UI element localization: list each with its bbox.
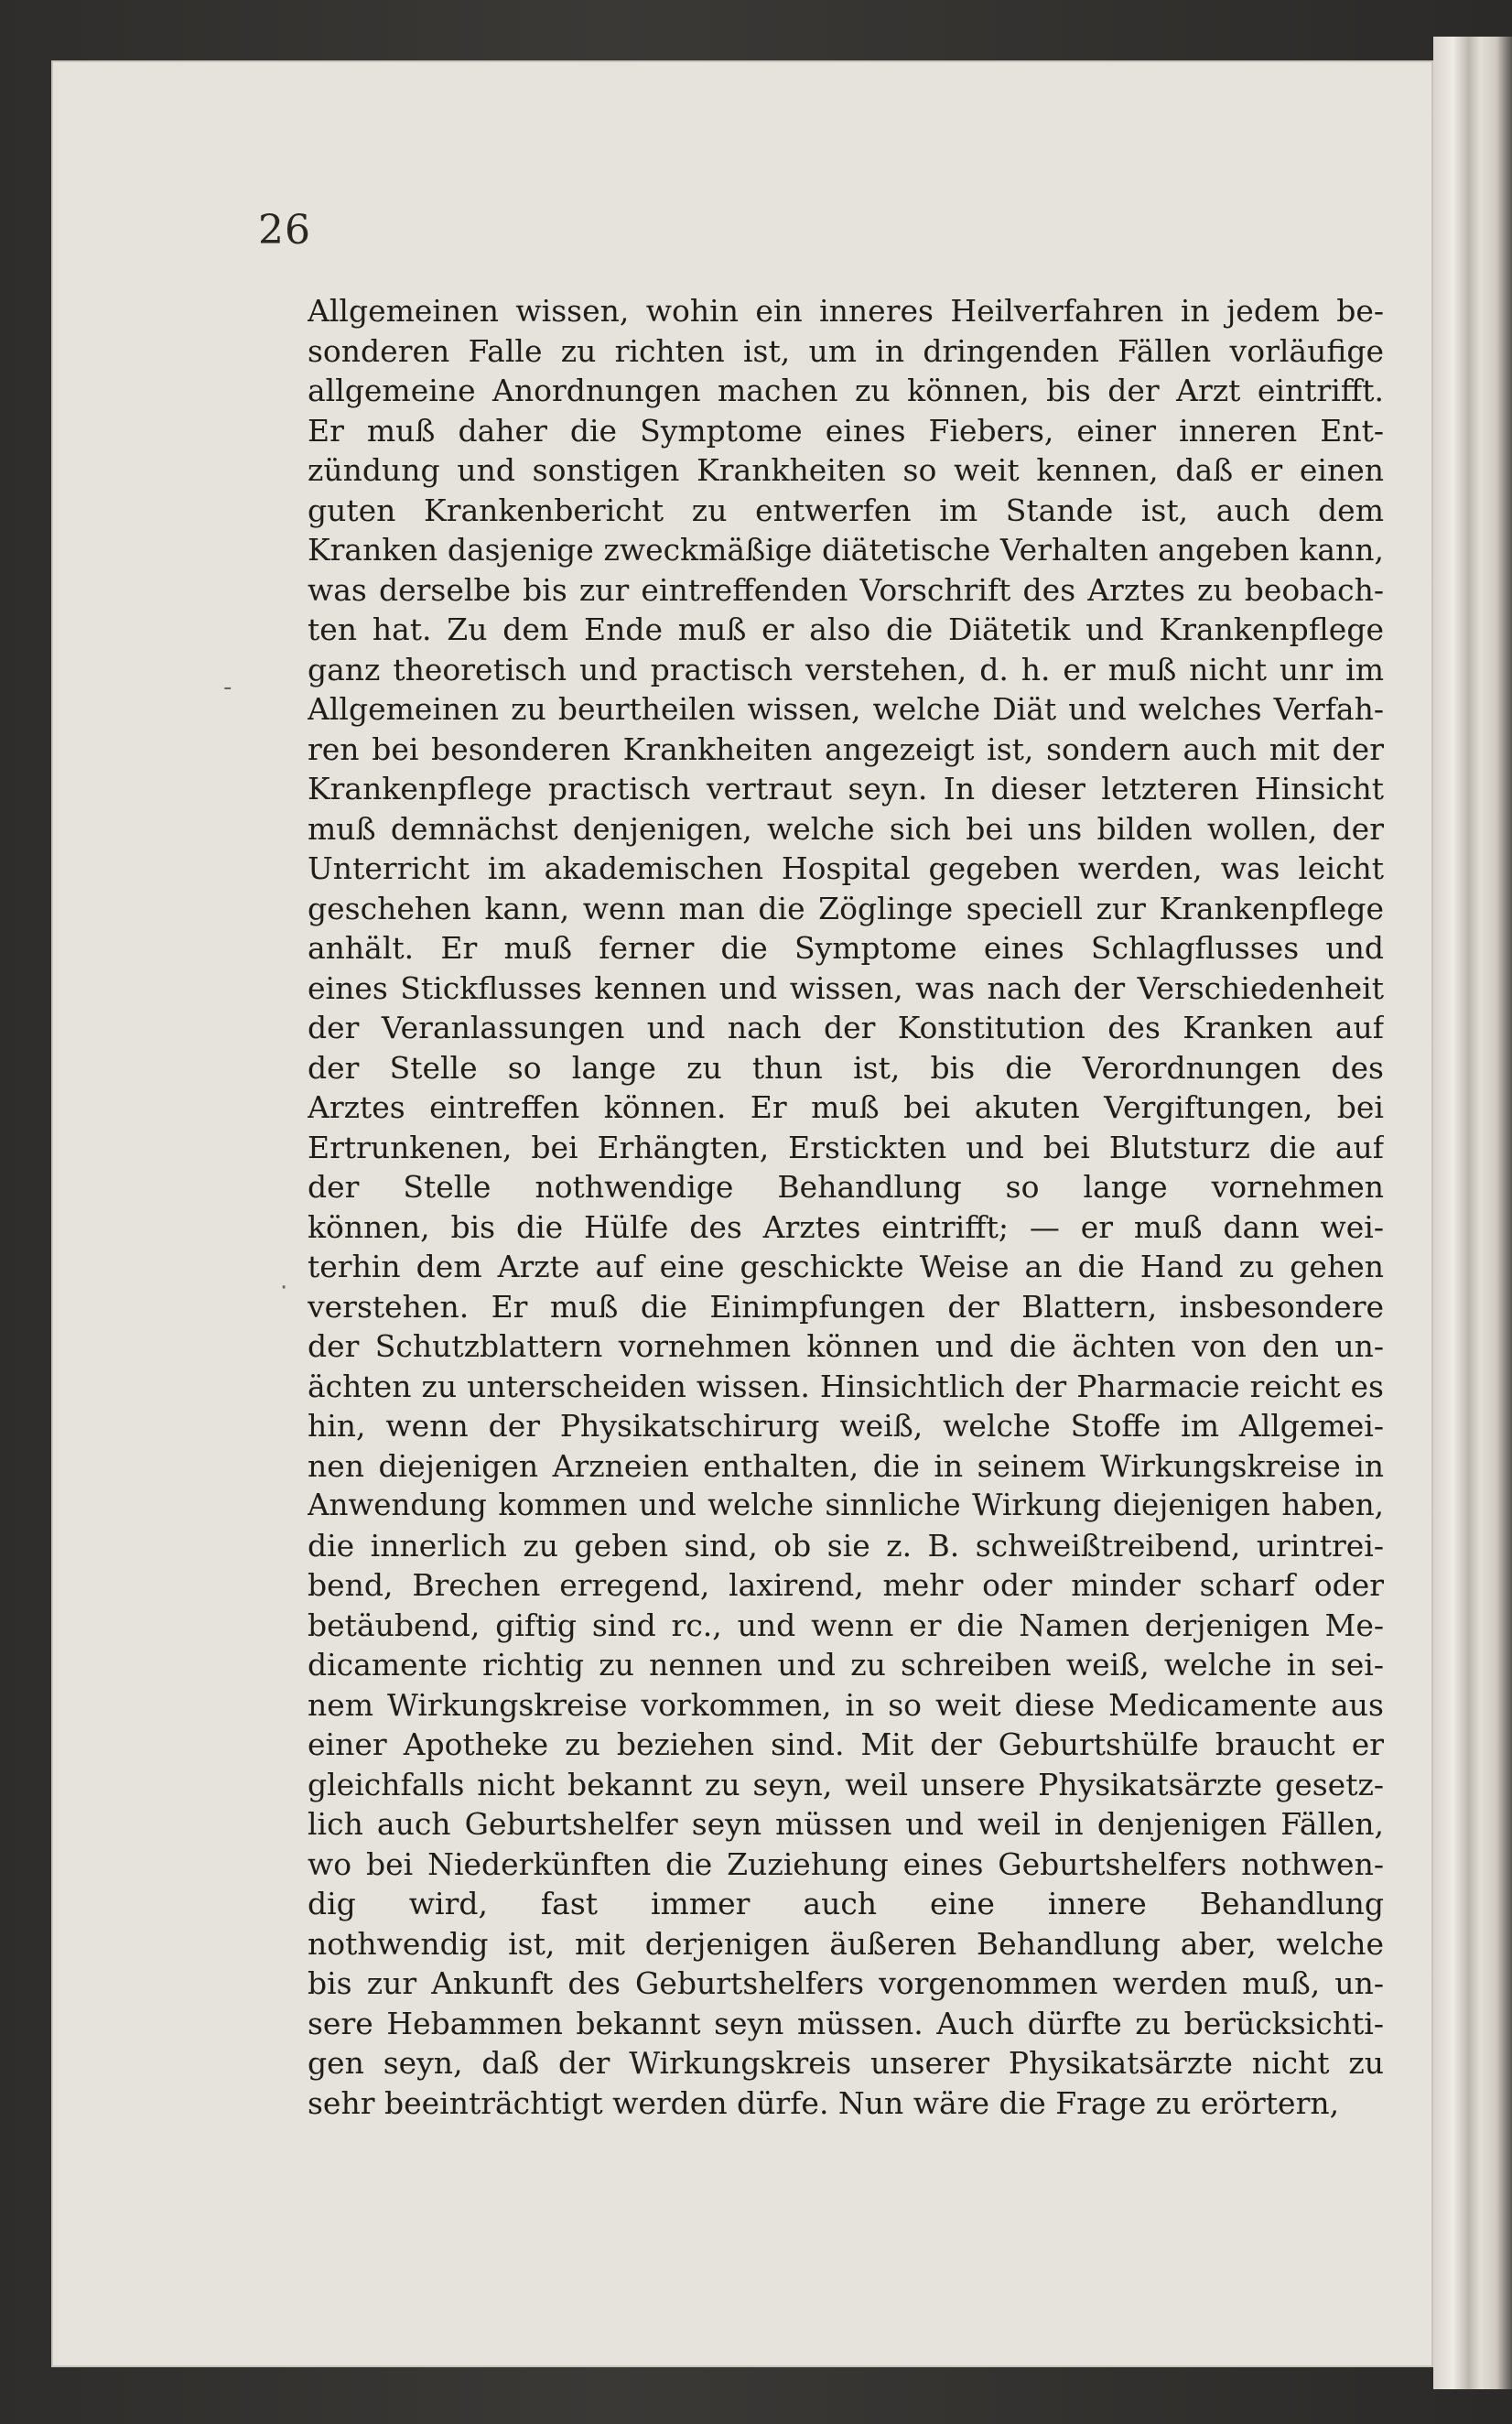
text-line: Allgemeinen zu beurtheilen wissen, welche Diät und welches Verfah-: [308, 691, 1384, 727]
text-line: einer Apotheke zu beziehen sind. Mit der Geburtshülfe braucht er: [308, 1726, 1384, 1762]
text-line: nothwendig ist, mit derjenigen äußeren Behandlung aber, welche: [308, 1925, 1384, 1962]
text-line: verstehen. Er muß die Einimpfungen der Blattern, insbesondere: [308, 1288, 1384, 1325]
text-line: terhin dem Arzte auf eine geschickte Weise an die Hand zu gehen: [308, 1249, 1384, 1284]
text-line: der Schutzblattern vornehmen können und die ächten von den un-: [308, 1328, 1384, 1364]
text-line: ganz theoretisch und practisch verstehen, d. h. er muß nicht unr im: [308, 651, 1384, 687]
text-line: lich auch Geburtshelfer seyn müssen und weil in denjenigen Fällen,: [308, 1806, 1384, 1842]
text-line: Er muß daher die Symptome eines Fiebers, einer inneren Ent-: [308, 412, 1384, 449]
text-line: dig wird, fast immer auch eine innere Behandlung: [308, 1886, 1384, 1921]
text-line: Allgemeinen wissen, wohin ein inneres Heilverfahren in jedem be-: [308, 293, 1384, 329]
text-line: Ertrunkenen, bei Erhängten, Erstickten und bei Blutsturz die auf: [308, 1129, 1384, 1165]
text-line: Unterricht im akademischen Hospital gegeben werden, was leicht: [308, 850, 1384, 886]
text-line: gleichfalls nicht bekannt zu seyn, weil unsere Physikatsärzte gesetz-: [308, 1766, 1384, 1802]
text-line: geschehen kann, wenn man die Zöglinge speciell zur Krankenpflege: [308, 890, 1384, 926]
text-line: Anwendung kommen und welche sinnliche Wirkung diejenigen haben,: [308, 1488, 1384, 1522]
text-line: muß demnächst denjenigen, welche sich bei uns bilden wollen, der: [308, 810, 1384, 847]
text-line: hin, wenn der Physikatschirurg weiß, welche Stoffe im Allgemei-: [308, 1408, 1384, 1444]
text-line: gen seyn, daß der Wirkungskreis unserer Physikatsärzte nicht zu: [308, 2045, 1384, 2081]
text-line: sonderen Falle zu richten ist, um in dringenden Fällen vorläufige: [308, 332, 1384, 369]
text-line: können, bis die Hülfe des Arztes eintrifft; — er muß dann wei-: [308, 1208, 1384, 1245]
text-line: wo bei Niederkünften die Zuziehung eines Geburtshelfers nothwen-: [308, 1845, 1384, 1882]
text-line: Krankenpflege practisch vertraut seyn. In dieser letzteren Hinsicht: [308, 771, 1384, 806]
text-line: bis zur Ankunft des Geburtshelfers vorgenommen werden muß, un-: [308, 1965, 1384, 2001]
text-line: dicamente richtig zu nennen und zu schreiben weiß, welche in sei-: [308, 1647, 1384, 1683]
text-line: bend, Brechen erregend, laxirend, mehr oder minder scharf oder: [308, 1567, 1384, 1603]
text-line: sehr beeinträchtigt werden dürfe. Nun wäre die Frage zu erörtern,: [308, 2084, 1340, 2121]
text-line: der Stelle nothwendige Behandlung so lange vornehmen: [308, 1169, 1384, 1205]
text-line: betäubend, giftig sind rc., und wenn er die Namen derjenigen Me-: [308, 1607, 1384, 1643]
text-line: der Veranlassungen und nach der Konstitution des Kranken auf: [308, 1010, 1384, 1045]
margin-dash-mark: -: [223, 674, 232, 701]
text-line: anhält. Er muß ferner die Symptome eines Schlagflusses und: [308, 930, 1384, 966]
body-text: [308, 291, 1384, 2123]
text-line: nen diejenigen Arzneien enthalten, die in seinem Wirkungskreise in: [308, 1447, 1384, 1484]
margin-dot-mark: ·: [280, 1274, 288, 1302]
page-number: 26: [258, 207, 311, 254]
text-line: die innerlich zu geben sind, ob sie z. B. schweißtreibend, urintrei-: [308, 1527, 1384, 1564]
text-line: ren bei besonderen Krankheiten angezeigt ist, sondern auch mit der: [308, 730, 1384, 767]
text-line: eines Stickflusses kennen und wissen, was nach der Verschiedenheit: [308, 969, 1384, 1006]
text-line: was derselbe bis zur eintreffenden Vorschrift des Arztes zu beobach-: [308, 571, 1384, 608]
text-line: allgemeine Anordnungen machen zu können, bis der Arzt eintrifft.: [308, 373, 1384, 408]
text-line: ächten zu unterscheiden wissen. Hinsichtlich der Pharmacie reicht es: [308, 1368, 1384, 1404]
text-line: nem Wirkungskreise vorkommen, in so weit diese Medicamente aus: [308, 1686, 1384, 1723]
text-line: zündung und sonstigen Krankheiten so weit kennen, daß er einen: [308, 452, 1384, 488]
text-line: der Stelle so lange zu thun ist, bis die Verordnungen des: [308, 1049, 1384, 1086]
text-line: sere Hebammen bekannt seyn müssen. Auch dürfte zu berücksichti-: [308, 2005, 1384, 2041]
text-line: guten Krankenbericht zu entwerfen im Stande ist, auch dem: [308, 492, 1384, 528]
text-line: Kranken dasjenige zweckmäßige diätetische Verhalten angeben kann,: [308, 532, 1384, 568]
text-line: ten hat. Zu dem Ende muß er also die Diätetik und Krankenpflege: [308, 611, 1384, 647]
page-edge-stack: [1433, 37, 1512, 2389]
text-line: Arztes eintreffen können. Er muß bei akuten Vergiftungen, bei: [308, 1089, 1384, 1125]
